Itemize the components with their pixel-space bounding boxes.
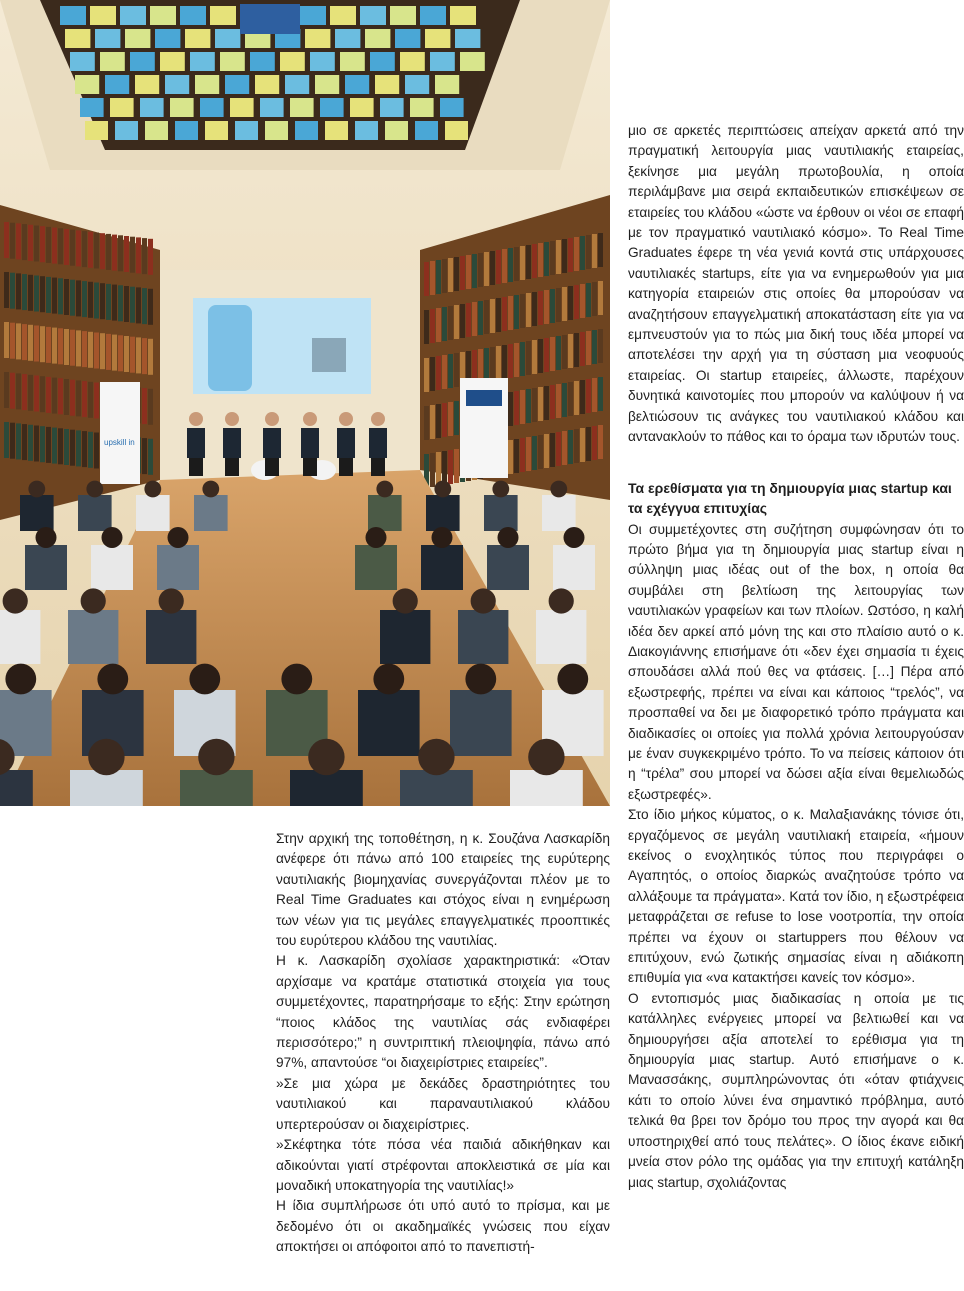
body-paragraph: Ο εντοπισμός μιας διαδικασίας η οποία με τις κατάλληλες ενέργειες μπορεί να βελτιωθεί και να δημιουργήσει αξία αποτελεί το ερέθισμα για τη δημιουργία μιας startup. Αυτό επισήμανε ο κ. Μανασσάκης, συμπληρώνοντας ότι «όταν φτιάχνεις κάτι το οποίο λύνει ένα σημαντικό πρόβλημα, αυτό τελικά θα βρει τον δρόμο του προς την αγορά και θα υποστηριχθεί από τους πελάτες». Ο ίδιος έκανε ειδική μνεία στον ρόλο της ομάδας για την επιτυχή κατάληξη μιας startup, σχολιάζοντας: [628, 990, 964, 1190]
body-paragraph: Η κ. Λασκαρίδη σχολίασε χαρακτηριστικά: «Όταν αρχίσαμε να κρατάμε στατιστικά στοιχεία για τους συμμετέχοντες, παρατηρήσαμε το εξής: Στην ερώτηση “ποιος κλάδος της ναυτιλίας σάς ενδιαφέρει περισσότερο;” η συντριπτική πλειοψηφία, πάνω από 97%, απαντούσε “οι διαχειρίστριες εταιρείες”.: [276, 953, 610, 1071]
body-paragraph: Οι συμμετέχοντες στη συζήτηση συμφώνησαν ότι το πρώτο βήμα για τη δημιουργία μιας startup είναι η σύλληψη μιας ιδέας out of the box, η οποία θα συμβάλει στη βελτίωση της λειτουργίας των ναυτιλιακών γραφείων και των πλοίων. Ωστόσο, η καλή ιδέα δεν αρκεί από μόνη της και στο πλαίσιο αυτό ο κ. Διακογιάννης επισήμανε ότι «δεν έχει σημασία τι έχεις σπουδάσει αλλά πού θες να φτάσεις. […] Πέρα από εξωστρεφής, πρέπει να είναι και κάποιος “τρελός”, να προσπαθεί να δει με διαφορετικό τρόπο πράγματα και διαδικασίες οι οποίες για πολλά χρόνια λειτουργούσαν με έναν συγκεκριμένο τρόπο. Το να πείσεις κάποιον ότι η “τρέλα” σου μπορεί να δώσει αξία είναι θεμελιωδώς εξωστρεφές».: [628, 521, 964, 802]
article-left-column: [276, 829, 610, 1258]
body-paragraph: Στο ίδιο μήκος κύματος, ο κ. Μαλαξιανάκης τόνισε ότι, εργαζόμενος σε μεγάλη ναυτιλιακή εταιρεία, «ήμουν εκείνος ο ενοχλητικός τύπος που περιγράφει ο Αγαπητός, ο οποίος διαρκώς αναζητούσε τρόπο να αλλάξουμε τα πράγματα». Κατά τον ίδιο, η εξωστρέφεια μεταφράζεται σε refuse to lose νοοτροπία, την οποία πρέπει να έχουν οι startuppers που θέλουν να επιτύχουν, ενώ ζωτικής σημασίας είναι η αδιάκοπη επιθυμία για «να κατακτήσει κανείς τον κόσμο».: [628, 807, 964, 986]
section-subheading: Τα ερεθίσματα για τη δημιουργία μιας startup και τα εχέγγυα επιτυχίας: [628, 479, 952, 516]
body-paragraph: »Σε μια χώρα με δεκάδες δραστηριότητες του ναυτιλιακού και παραναυτιλιακού κλάδου υπερτερούσαν οι διαχειρίστριες.: [276, 1075, 610, 1132]
intro-paragraph: μιο σε αρκετές περιπτώσεις απείχαν αρκετά από την πραγματική λειτουργία μιας ναυτιλιακής εταιρείας, ξεκίνησε μια μεγάλη πρωτοβουλία, η οποία περιλάμβανε μια σειρά εκπαιδευτικών επισκέψεων σε εταιρείες του κλάδου «ώστε να έρθουν οι νέοι σε επαφή με τον πραγματικό ναυτιλιακό κόσμο». Το Real Time Graduates έφερε τη νέα γενιά κοντά στις υπάρχουσες ναυτιλιακές startups, είτε για να ενημερωθούν για μια κατηγορία εταιρειών στις οποίες θα μπορούσαν να αναζητήσουν επαγγελματική αποκατάσταση είτε για να εμπνευστούν για το πώς μια δική τους ιδέα μπορεί να αποτελέσει την αρχή για τη σύσταση μια νεοφυούς εταιρείας. Οι startup εταιρείες, άλλωστε, παρέχουν δυνητικά καινοτομίες που μπορούν να καλύψουν ή να βελτιώσουν τις ανάγκες του ναυτιλιακού κλάδου και αντανακλούν το πάθος και το όραμα των ιδρυτών τους.: [628, 123, 964, 445]
conference-scene: [0, 0, 610, 806]
left-rollup-banner: [100, 382, 140, 484]
body-paragraph: »Σκέφτηκα τότε πόσα νέα παιδιά αδικήθηκαν και αδικούνται γιατί στρέφονται αποκλειστικά σε μία και μοναδική υποκατηγορία της ναυτιλίας!»: [276, 1137, 610, 1193]
body-paragraph: Η ίδια συμπλήρωσε ότι υπό αυτό το πρίσμα, και με δεδομένο ότι οι ακαδημαϊκές γνώσεις που είχαν αποκτήσει οι απόφοιτοι από το πανεπιστή-: [276, 1198, 610, 1255]
article-right-column: [628, 121, 964, 1193]
banner-right-logo: [466, 390, 502, 406]
screen-phone-graphic: [208, 305, 252, 391]
body-paragraph: Στην αρχική της τοποθέτηση, η κ. Σουζάνα Λασκαρίδη ανέφερε ότι πάνω από 100 εταιρείες της ευρύτερης ναυτιλιακής βιομηχανίας συνεργάζονται πλέον με το Real Time Graduates και στόχος είναι η ενημέρωση των νέων για τις μεγάλες επαγγελματικές προοπτικές του ευρύτερου κλάδου της ναυτιλίας.: [276, 831, 610, 949]
screen-qr-code: [312, 338, 346, 372]
conference-photo: [0, 0, 610, 806]
banner-left-text: upskill in: [104, 438, 135, 447]
